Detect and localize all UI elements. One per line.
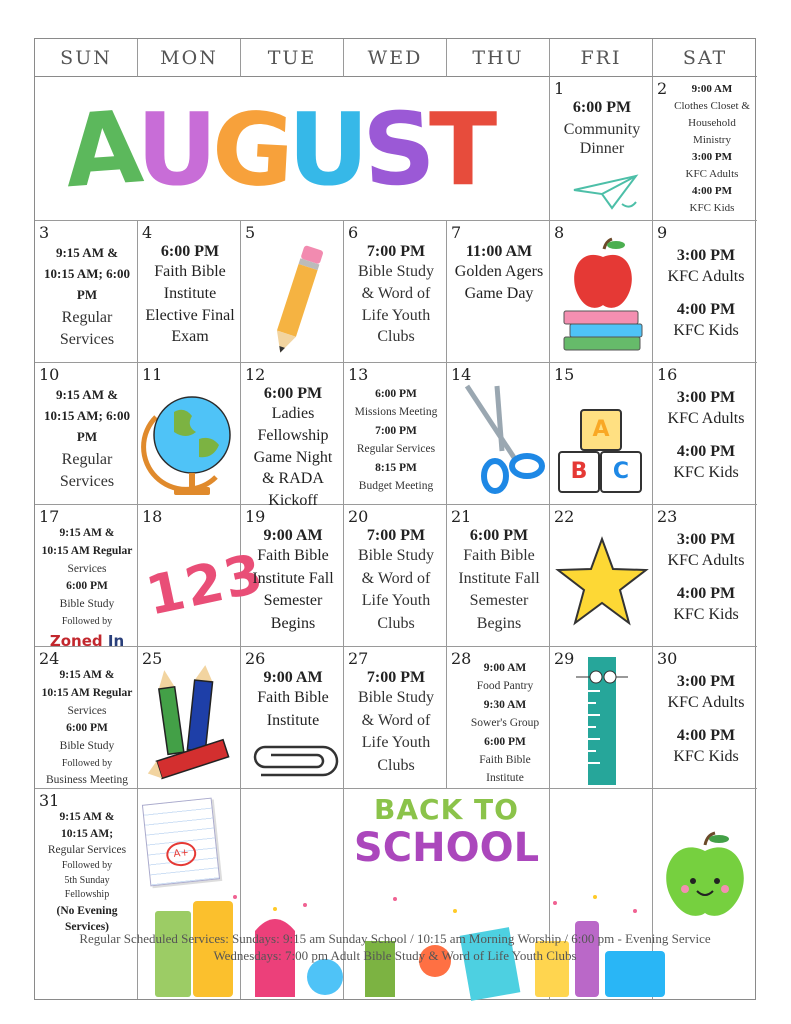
event-line: Business Meeting	[45, 773, 129, 786]
title-letter: A	[60, 88, 141, 211]
event-time: 4:00 PM	[676, 726, 736, 744]
event-time: 3:00 PM	[676, 247, 736, 264]
day-cell-16	[653, 363, 757, 505]
event-line: KFC Kids	[689, 202, 735, 215]
event-line: Regular Services	[47, 844, 127, 857]
event-line: 3:00 PM	[691, 151, 732, 164]
day-number: 15	[554, 365, 575, 384]
event-time: 6:00 PM	[160, 243, 220, 260]
event-line: Services	[67, 704, 107, 717]
weekday-thu: THU	[447, 39, 550, 77]
weekday-mon: MON	[138, 39, 241, 77]
calendar	[34, 38, 756, 1000]
services-footer	[35, 930, 755, 965]
event-line: 10:15 AM Regular	[41, 544, 133, 557]
day-cell-4	[138, 221, 241, 363]
event-line: 6:00 PM	[66, 580, 108, 593]
day-number: 30	[657, 649, 678, 668]
event-time: 6:00 PM	[263, 385, 323, 402]
event-line: 9:00 AM	[691, 83, 733, 95]
day-cell-31	[35, 789, 138, 999]
day-number: 16	[657, 365, 678, 384]
event-line: Sower's Group	[470, 717, 540, 730]
event-time: 11:00 AM	[465, 243, 533, 260]
day-number: 13	[348, 365, 369, 384]
day-number: 22	[554, 507, 575, 526]
title-letter: G	[208, 89, 291, 210]
day-number: 5	[245, 223, 256, 242]
event-text: Regular Services	[59, 309, 115, 348]
weekday-sun: SUN	[35, 39, 138, 77]
graded-paper-icon	[142, 798, 220, 887]
event-line: Followed by	[61, 758, 113, 770]
event-line: 6:00 PM	[66, 722, 108, 735]
day-number: 28	[451, 649, 472, 668]
weekday-sat: SAT	[653, 39, 757, 77]
event-line: Services	[67, 562, 107, 575]
event-line: 10:15 AM;	[60, 827, 114, 840]
footer-line: Wednesdays: 7:00 pm Adult Bible Study & Word of Life Youth Clubs	[213, 948, 577, 964]
event-text: Regular Services	[59, 451, 115, 490]
day-number: 8	[554, 223, 565, 242]
day-cell-22	[550, 505, 653, 647]
event-line: Faith Bible	[479, 753, 531, 766]
day-cell-21	[447, 505, 550, 647]
back-to-school-title	[344, 793, 549, 870]
abc-block: C	[600, 451, 642, 493]
weekday-tue: TUE	[241, 39, 344, 77]
day-number: 24	[39, 649, 60, 668]
event-text: Bible Study & Word of Life Youth Clubs	[357, 689, 434, 774]
event-text: Bible Study & Word of Life Youth Clubs	[357, 547, 434, 632]
numbers-123-icon: 123	[140, 541, 270, 628]
day-cell-11	[138, 363, 241, 505]
event-line: 9:00 AM	[483, 662, 527, 674]
day-number: 4	[142, 223, 153, 242]
day-cell-23	[653, 505, 757, 647]
back-to-line: BACK TO	[374, 793, 519, 826]
day-cell-24	[35, 647, 138, 789]
event-line: Missions Meeting	[354, 406, 438, 419]
event-line: (No Evening	[56, 904, 118, 917]
day-cell-2	[653, 77, 757, 221]
day-cell-12	[241, 363, 344, 509]
globe-icon	[144, 377, 239, 502]
event-text: KFC Adults	[667, 552, 745, 570]
event-time: 3:00 PM	[676, 673, 736, 690]
title-letter: U	[136, 91, 212, 208]
event-time: 9:00 AM	[263, 527, 323, 544]
event-line: 7:00 PM	[375, 424, 417, 437]
event-time: 9:15 AM & 10:15 AM; 6:00 PM	[44, 245, 130, 302]
event-text: KFC Adults	[667, 268, 745, 286]
day-cell-26	[241, 647, 344, 789]
event-line: 6:00 PM	[484, 735, 526, 748]
abc-block: A	[580, 409, 622, 451]
day-cell-14	[447, 363, 550, 505]
event-text: KFC Kids	[673, 322, 739, 340]
ruler-icon	[572, 655, 632, 787]
event-line: 9:15 AM &	[59, 811, 115, 823]
event-line: Bible Study	[59, 740, 115, 753]
event-text: Bible Study & Word of Life Youth Clubs	[357, 263, 434, 346]
event-text: Ladies Fellowship Game Night & RADA Kickoff	[253, 405, 333, 509]
day-number: 14	[451, 365, 472, 384]
event-line: 9:30 AM	[483, 698, 527, 711]
event-text: Faith Bible Institute	[257, 689, 329, 729]
grade-circle: A+	[165, 841, 197, 868]
event-line: Household	[688, 117, 736, 130]
event-text: Community Dinner	[563, 121, 641, 157]
event-line: Budget Meeting	[358, 479, 434, 492]
day-number: 7	[451, 223, 462, 242]
weekday-fri: FRI	[550, 39, 653, 77]
day-cell-13	[344, 363, 447, 505]
title-letter: U	[287, 91, 363, 208]
day-number: 21	[451, 507, 472, 526]
day-number: 25	[142, 649, 163, 668]
day-cell-9	[653, 221, 757, 363]
day-number: 10	[39, 365, 60, 384]
day-number: 17	[39, 507, 60, 526]
day-cell-15	[550, 363, 653, 505]
day-number: 1	[554, 79, 565, 98]
event-time: 4:00 PM	[676, 442, 736, 460]
day-cell-6	[344, 221, 447, 363]
day-number: 26	[245, 649, 266, 668]
event-time: 3:00 PM	[676, 389, 736, 406]
abc-block: B	[558, 451, 600, 493]
star-icon	[556, 535, 648, 627]
day-cell-8	[550, 221, 653, 363]
event-text: Faith Bible Institute Elective Final Exam	[145, 263, 235, 346]
day-number: 18	[142, 507, 163, 526]
day-cell-28	[447, 647, 550, 789]
day-cell-7	[447, 221, 550, 363]
title-letter: T	[428, 91, 492, 208]
day-number: 3	[39, 223, 50, 242]
footer-line: Regular Scheduled Services: Sundays: 9:15 am Sunday School / 10:15 am Morning Worship / 6:00 pm - Evening Service	[79, 930, 711, 946]
event-text: Golden Agers Game Day	[454, 263, 544, 302]
day-number: 23	[657, 507, 678, 526]
event-text: KFC Adults	[667, 694, 745, 712]
event-time: 7:00 PM	[366, 243, 426, 260]
event-text: KFC Kids	[673, 464, 739, 482]
event-line: Bible Study	[59, 598, 115, 611]
day-number: 6	[348, 223, 359, 242]
event-time: 3:00 PM	[676, 531, 736, 548]
event-time: 9:15 AM & 10:15 AM; 6:00 PM	[44, 387, 130, 444]
day-cell-25	[138, 647, 241, 789]
month-title-cell	[35, 77, 550, 221]
day-number: 27	[348, 649, 369, 668]
colored-pencils-icon	[146, 665, 238, 783]
event-line: Followed by	[61, 860, 113, 872]
day-cell-27	[344, 647, 447, 789]
event-text: KFC Kids	[673, 748, 739, 766]
event-line: Regular Services	[356, 443, 436, 456]
day-cell-10	[35, 363, 138, 505]
scissors-icon	[457, 381, 547, 496]
day-cell-1	[550, 77, 653, 221]
day-cell-30	[653, 647, 757, 789]
event-line: 9:15 AM &	[59, 527, 115, 539]
event-text: KFC Adults	[667, 410, 745, 428]
day-number: 29	[554, 649, 575, 668]
pencil-icon	[261, 241, 331, 361]
day-number: 12	[245, 365, 266, 384]
paper-plane-icon	[572, 172, 642, 212]
month-title	[60, 88, 492, 211]
event-line: Food Pantry	[476, 680, 534, 693]
event-time: 7:00 PM	[366, 527, 426, 544]
event-line: 6:00 PM	[375, 388, 417, 400]
day-number: 9	[657, 223, 668, 242]
event-line: Institute	[486, 772, 524, 785]
event-line: 10:15 AM Regular	[41, 686, 133, 699]
day-cell-19	[241, 505, 344, 647]
title-letter: S	[359, 89, 432, 210]
day-number: 11	[142, 365, 163, 384]
event-line: Followed by	[61, 616, 113, 628]
event-time: 4:00 PM	[676, 300, 736, 318]
event-line: 4:00 PM	[691, 185, 732, 198]
event-line: Ministry	[693, 134, 731, 147]
event-line: Clothes Closet &	[674, 100, 750, 113]
event-text: Faith Bible Institute Fall Semester Begins	[458, 547, 540, 632]
event-time: 9:00 AM	[263, 669, 323, 686]
event-time: 6:00 PM	[572, 99, 632, 116]
day-number: 19	[245, 507, 266, 526]
day-cell-3	[35, 221, 138, 363]
apple-on-books-icon	[558, 235, 648, 360]
event-line: 8:15 PM	[375, 461, 417, 474]
event-time: 7:00 PM	[366, 669, 426, 686]
day-number: 20	[348, 507, 369, 526]
paperclip-icon	[247, 739, 339, 781]
event-time: 4:00 PM	[676, 584, 736, 602]
day-cell-29	[550, 647, 653, 789]
weekday-wed: WED	[344, 39, 447, 77]
event-line: KFC Adults	[685, 168, 739, 181]
day-number: 31	[39, 791, 60, 810]
event-line: 9:15 AM &	[59, 669, 115, 681]
zoned-in-logo: Zoned In	[49, 631, 125, 650]
day-cell-5	[241, 221, 344, 363]
event-line: Services)	[64, 921, 110, 934]
event-time: 6:00 PM	[469, 527, 529, 544]
day-cell-20	[344, 505, 447, 647]
school-line: SCHOOL	[353, 825, 540, 871]
event-line: 5th Sunday Fellowship	[64, 874, 110, 901]
day-number: 2	[657, 79, 668, 98]
event-text: KFC Kids	[673, 606, 739, 624]
day-cell-17	[35, 505, 138, 650]
event-text: Faith Bible Institute Fall Semester Begins	[252, 547, 334, 632]
